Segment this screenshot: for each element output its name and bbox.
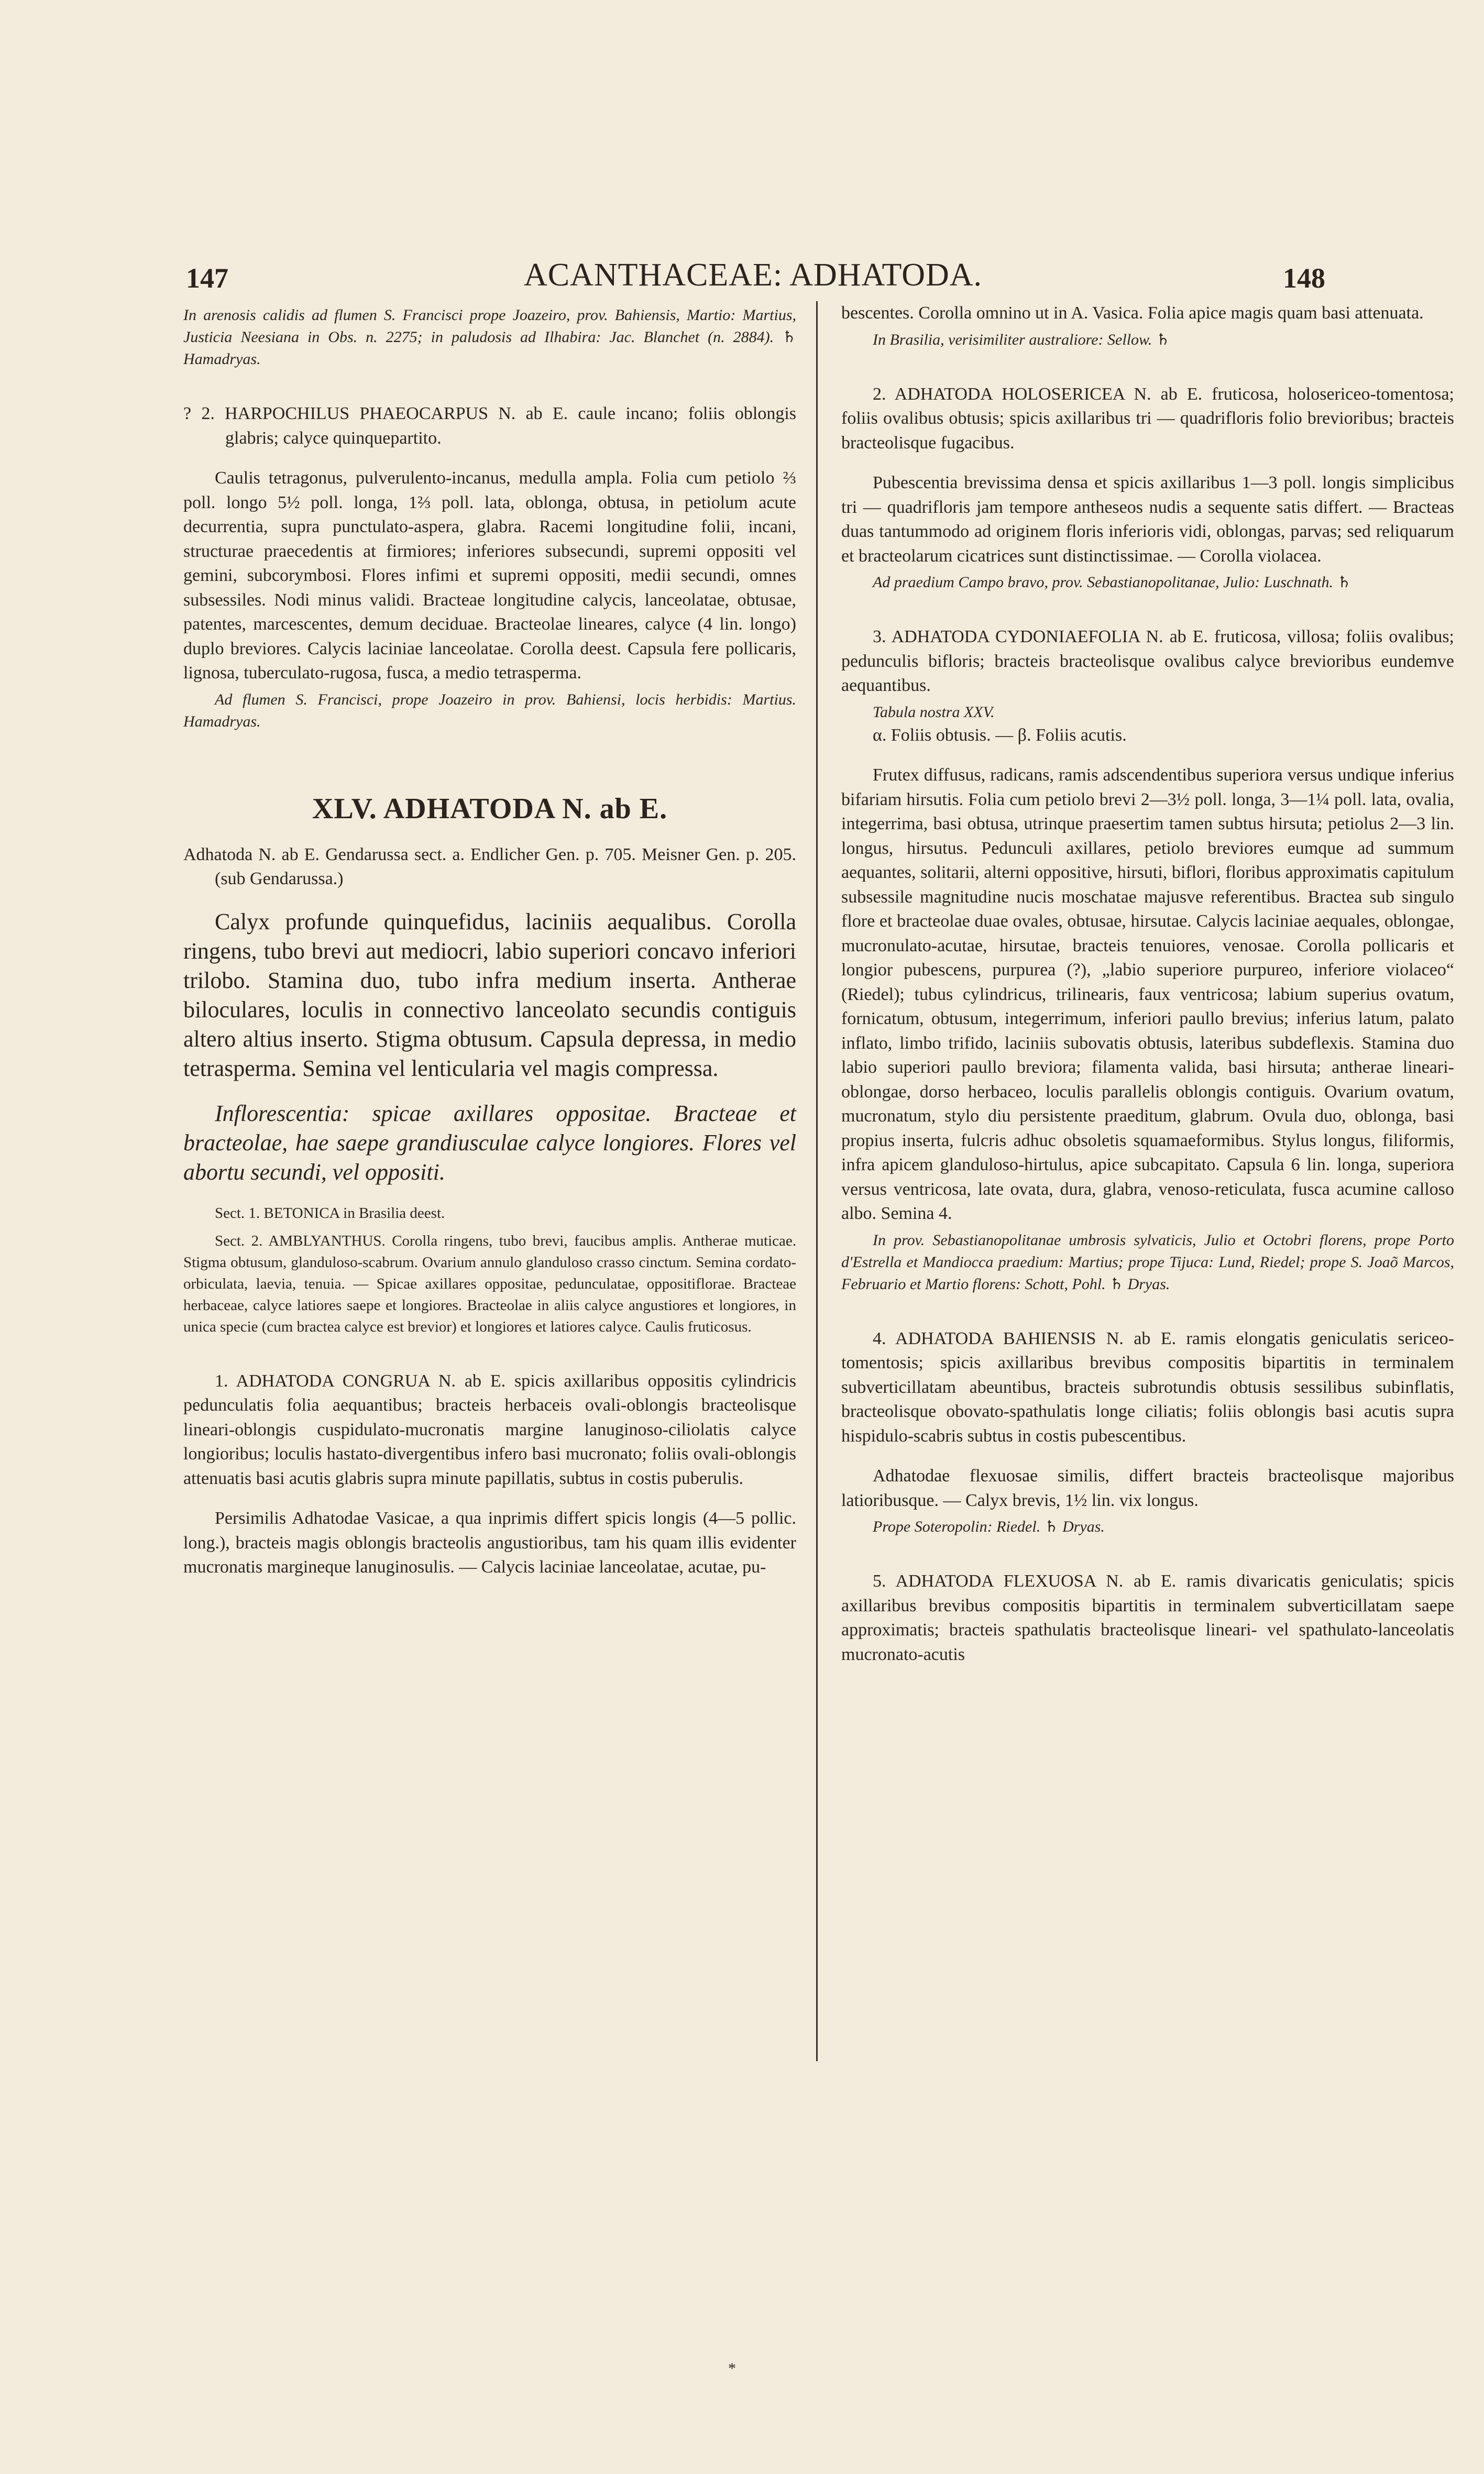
section-2: Sect. 2. AMBLYANTHUS. Corolla ringens, tubo brevi, faucibus amplis. Antherae muticae. Stigma obtusum, glanduloso-scabrum. Ovarium annulo glanduloso crasso cinctum. Semina cordato-orbiculata, laevia, tenuia. — Spicae axillares oppositae, pedunculatae, oppositiflorae. Bracteae herbaceae, calyce latiores saepe et longiores. Bracteolae in aliis calyce angustiores et longiores, in unica specie (cum bractea calyce est brevior) et longiores et latiores calyce. Caulis fruticosus. xyxy=(183,1232,796,1335)
column-divider xyxy=(816,301,818,2061)
species-heading: 4. ADHATODA BAHIENSIS N. ab E. ramis elongatis geniculatis sericeo-tomentosis; spicis axillaribus brevibus compositis bipartitis in terminalem subverticillatam abeuntibus, bracteis subrotundis obtusis sessilibus subinflatis, bracteolisque obovato-spathulatis longe ciliatis; foliis oblongis basi acutis supra hispidulo-scabris subtus in costis pubescentibus. xyxy=(841,1328,1454,1446)
right-column xyxy=(841,301,1454,1667)
species-description: Caulis tetragonus, pulverulento-incanus, medulla ampla. Folia cum petiolo ⅔ poll. longo 5½ poll. longa, 1⅔ poll. lata, oblonga, obtusa, in petiolum acute decurrentia, supra punctulato-aspera, glabra. Racemi longitudine folii, incani, structurae praecedentis at firmiores; inferiores subsecundi, supremi oppositi vel gemini, subcorymbosi. Flores infimi et supremi oppositi, medii secundi, omnes subsessiles. Nodi minus validi. Bracteae longitudine calycis, lanceolatae, obtusae, patentes, marcescentes, demum deciduae. Bracteolae lineares, calyce (4 lin. longo) duplo breviores. Calycis laciniae lanceolatae. Corolla deest. Capsula fere pollicaris, lignosa, tuberculato-rugosa, fusca, a medio tetrasperma. xyxy=(183,468,796,683)
section-1: Sect. 1. BETONICA in Brasilia deest. xyxy=(215,1204,445,1222)
inflorescence-note: Inflorescentia: spicae axillares oppositae. Bracteae et bracteolae, hae saepe grandiusculae calyce longiores. Flores vel abortu secundi, vel oppositi. xyxy=(183,1100,796,1185)
genus-diagnosis: Calyx profunde quinquefidus, laciniis aequalibus. Corolla ringens, tubo brevi aut mediocri, labio superiori concavo inferiori trilobo. Stamina duo, tubo infra medium inserta. Antherae biloculares, loculis in connectivo lanceolato secundis contiguis altero altius inserto. Stigma obtusum. Capsula depressa, in medio tetrasperma. Semina vel lenticularia vel magis compressa. xyxy=(183,908,796,1081)
running-title: ACANTHACEAE: ADHATODA. xyxy=(523,257,983,293)
footer-mark: * xyxy=(728,2360,736,2377)
page-header xyxy=(181,257,1325,299)
locality-note: In prov. Sebastianopolitanae umbrosis sylvaticis, Julio et Octobri florens, prope Porto d'Estrella et Mandiocca praedium: Martius; prope Tijuca: Lund, Riedel; prope S. Joaõ Marcos, Februario et Martio florens: Schott, Pohl. ♄ Dryas. xyxy=(841,1231,1454,1293)
locality-note: In Brasilia, verisimiliter australiore: Sellow. ♄ xyxy=(873,331,1170,348)
locality-note: Ad praedium Campo bravo, prov. Sebastianopolitanae, Julio: Luschnath. ♄ xyxy=(873,574,1351,591)
genus-title: XLV. ADHATODA N. ab E. xyxy=(312,792,668,825)
genus-synonymy: Adhatoda N. ab E. Gendarussa sect. a. Endlicher Gen. p. 705. Meisner Gen. p. 205. (sub Gendarussa.) xyxy=(183,844,796,888)
locality-note: In arenosis calidis ad flumen S. Francisci prope Joazeiro, prov. Bahiensis, Martio: Martius, Justicia Neesiana in Obs. n. 2275; in paludosis ad Ilhabira: Jac. Blanchet (n. 2884). ♄ Hamadryas. xyxy=(183,306,796,368)
species-heading: ? 2. HARPOCHILUS PHAEOCARPUS N. ab E. caule incano; foliis oblongis glabris; calyce quinquepartito. xyxy=(183,404,796,448)
locality-note: Prope Soteropolin: Riedel. ♄ Dryas. xyxy=(873,1518,1105,1535)
left-column xyxy=(183,301,796,1580)
species-description: Persimilis Adhatodae Vasicae, a qua inprimis differt spicis longis (4—5 pollic. long.), bracteis magis oblongis bracteolis angustioribus, tam his quam illis evidenter mucronatis margineque lanuginosulis. — Calycis laciniae lanceolatae, acutae, pu- xyxy=(183,1509,796,1577)
page-number-left: 147 xyxy=(186,262,228,294)
species-description: Pubescentia brevissima densa et spicis axillaribus 1—3 poll. longis simplicibus tri — quadrifloris jam tempore antheseos nudis a sequente satis differt. — Bracteas duas tantummodo ad originem floris inferioris vidi, oblongas, parvas; sed reliquarum et bracteolarum cicatrices sunt distinctissimae. — Corolla violacea. xyxy=(841,473,1454,566)
species-heading: 3. ADHATODA CYDONIAEFOLIA N. ab E. fruticosa, villosa; foliis ovalibus; pedunculis bifloris; bracteis bracteolisque ovalibus calyce brevioribus eundemve aequantibus. xyxy=(841,627,1454,695)
species-description: Frutex diffusus, radicans, ramis adscendentibus superiora versus undique inferius bifariam hirsutis. Folia cum petiolo brevi 2—3½ poll. longa, 3—1¼ poll. lata, ovalia, integerrima, basi obtusa, utrinque praesertim tamen subtus hirsuta; petiolus 2—3 lin. longus, hirsutus. Pedunculi axillares, petiolo breviores eumque ad summum aequantes, solitarii, alterni oppositive, hirsuti, biflori, floribus approximatis capitulum subsessile magnitudine nucis moschatae majusve referentibus. Bractea sub singulo flore et bracteolae duae ovales, obtusae, hirsutae. Calycis laciniae aequales, oblongae, mucronulato-acutae, hirsutae, bracteis tenuiores, venosae. Corolla pollicaris et longior pubescens, purpurea (?), „labio superiore purpureo, inferiore violaceo“ (Riedel); tubus cylindricus, trilinearis, faux ventricosa; labium superius ovatum, fornicatum, obtusum, integerrimum, inferiori paullo brevius; inferius latum, palato inflato, limbo trifido, laciniis subovatis obtusis, lateribus subdeflexis. Stamina duo labio superiori paullo breviora; filamenta valida, basi hirsuta; antherae lineari-oblongae, dorso herbaceo, loculis parallelis oblongis contiguis. Ovarium ovatum, mucronatum, stylo diu persistente praeditum, glabrum. Ovula duo, oblonga, basi propius inserta, fulcris adhuc obsoletis squamaeformibus. Stylus longus, filiformis, infra apicem glanduloso-hirtulus, apice subcapitato. Capsula 6 lin. longa, superiora versus ventricosa, late ovata, dura, glabra, venoso-reticulata, fusca acumine calloso albo. Semina 4. xyxy=(841,765,1454,1223)
species-heading: 1. ADHATODA CONGRUA N. ab E. spicis axillaribus oppositis cylindricis pedunculatis folia aequantibus; bracteis herbaceis ovali-oblongis bracteolisque lineari-oblongis cuspidulato-mucronatis margine lanuginoso-ciliolatis calyce longioribus; loculis hastato-divergentibus infero basi mucronato; foliis ovali-oblongis attenuatis basi acutis glabris supra minute papillatis, subtus in costis puberulis. xyxy=(183,1371,796,1488)
species-description: Adhatodae flexuosae similis, differt bracteis bracteolisque majoribus latioribusque. — Calyx brevis, 1½ lin. vix longus. xyxy=(841,1466,1454,1510)
species-heading: 2. ADHATODA HOLOSERICEA N. ab E. fruticosa, holosericeo-tomentosa; foliis ovalibus obtusis; spicis axillaribus tri — quadrifloris folio brevioribus; bracteis bracteolisque fugacibus. xyxy=(841,384,1454,453)
plate-reference: Tabula nostra XXV. xyxy=(873,703,995,721)
varieties: α. Foliis obtusis. — β. Foliis acutis. xyxy=(873,725,1127,745)
species-heading: 5. ADHATODA FLEXUOSA N. ab E. ramis divaricatis geniculatis; spicis axillaribus brevibus compositis bipartitis in terminalem subverticillatam saepe approximatis; bracteis spathulatis bracteolisque lineari- vel spathulato-lanceolatis mucronato-acutis xyxy=(841,1571,1454,1664)
species-description-continued: bescentes. Corolla omnino ut in A. Vasica. Folia apice magis quam basi attenuata. xyxy=(841,303,1424,323)
page-number-right: 148 xyxy=(1283,262,1325,294)
locality-note: Ad flumen S. Francisci, prope Joazeiro in prov. Bahiensi, locis herbidis: Martius. Hamadryas. xyxy=(183,690,796,730)
